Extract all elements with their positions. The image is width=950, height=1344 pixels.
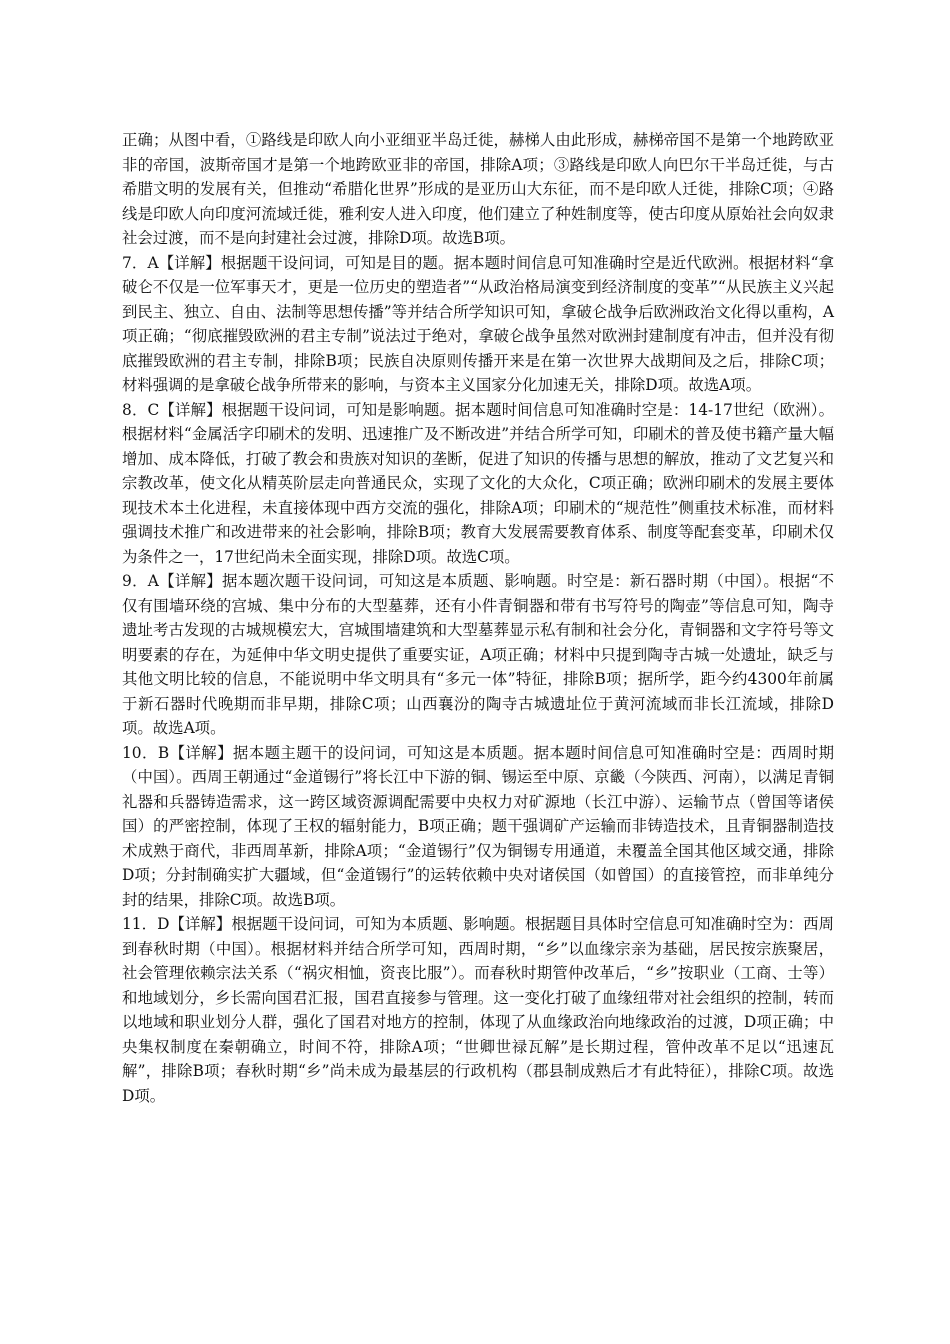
- answer-paragraph-11: 11．D【详解】根据题干设问词，可知为本质题、影响题。根据题目具体时空信息可知准确时空为：西周到春秋时期（中国）。根据材料并结合所学可知，西周时期，“乡”以血缘宗亲为基础，居民按宗族聚居，社会管理依赖宗法关系（“祸灾相恤，资丧比服”）。而春秋时期管仲改革后，“乡”按职业（工商、士等）和地域划分，乡长需向国君汇报，国君直接参与管理。这一变化打破了血缘纽带对社会组织的控制，转而以地域和职业划分人群，强化了国君对地方的控制，体现了从血缘政治向地缘政治的过渡，D项正确；中央集权制度在秦朝确立，时间不符，排除A项；“世卿世禄瓦解”是长期过程，管仲改革不足以“迅速瓦解”，排除B项；春秋时期“乡”尚未成为最基层的行政机构（郡县制成熟后才有此特征），排除C项。故选D项。: [122, 915, 834, 1105]
- answer-paragraph-6-continued: 正确；从图中看，①路线是印欧人向小亚细亚半岛迁徙，赫梯人由此形成，赫梯帝国不是第一个地跨欧亚非的帝国，波斯帝国才是第一个地跨欧亚非的帝国，排除A项；③路线是印欧人向巴尔干半岛迁徙，与古希腊文明的发展有关，但推动“希腊化世界”形成的是亚历山大东征，而不是印欧人迁徙，排除C项；④路线是印欧人向印度河流域迁徙，雅利安人进入印度，他们建立了种姓制度等，使古印度从原始社会向奴隶社会过渡，而不是向封建社会过渡，排除D项。故选B项。: [122, 131, 834, 247]
- answer-paragraph-8: 8．C【详解】根据题干设问词，可知是影响题。据本题时间信息可知准确时空是：14-17世纪（欧洲）。根据材料“金属活字印刷术的发明、迅速推广及不断改进”并结合所学可知，印刷术的普及使书籍产量大幅增加、成本降低，打破了教会和贵族对知识的垄断，促进了知识的传播与思想的解放，推动了文艺复兴和宗教改革，使文化从精英阶层走向普通民众，实现了文化的大众化，C项正确；欧洲印刷术的发展主要体现技术本土化进程，未直接体现中西方交流的强化，排除A项；印刷术的“规范性”侧重技术标准，而材料强调技术推广和改进带来的社会影响，排除B项；教育大发展需要教育体系、制度等配套变革，印刷术仅为条件之一，17世纪尚未全面实现，排除D项。故选C项。: [122, 400, 834, 566]
- answer-document: [122, 128, 834, 1108]
- answer-paragraph-9: 9．A【详解】据本题次题干设问词，可知这是本质题、影响题。时空是：新石器时期（中国）。根据“不仅有围墙环绕的宫城、集中分布的大型墓葬，还有小件青铜器和带有书写符号的陶壶”等信息可知，陶寺遗址考古发现的古城规模宏大，宫城围墙建筑和大型墓葬显示私有制和社会分化，青铜器和文字符号等文明要素的存在，为延伸中华文明史提供了重要实证，A项正确；材料中只提到陶寺古城一处遗址，缺乏与其他文明比较的信息，不能说明中华文明具有“多元一体”特征，排除B项；据所学，距今约4300年前属于新石器时代晚期而非早期，排除C项；山西襄汾的陶寺古城遗址位于黄河流域而非长江流域，排除D项。故选A项。: [122, 572, 834, 737]
- answer-paragraph-7: 7．A【详解】根据题干设问词，可知是目的题。据本题时间信息可知准确时空是近代欧洲。根据材料“拿破仑不仅是一位军事天才，更是一位历史的塑造者”“从政治格局演变到经济制度的变革”“从民族主义兴起到民主、独立、自由、法制等思想传播”等并结合所学知识可知，拿破仑战争后欧洲政治文化得以重构，A项正确；“彻底摧毁欧洲的君主专制”说法过于绝对，拿破仑战争虽然对欧洲封建制度有冲击，但并没有彻底摧毁欧洲的君主专制，排除B项；民族自决原则传播开来是在第一次世界大战期间及之后，排除C项；材料强调的是拿破仑战争所带来的影响，与资本主义国家分化加速无关，排除D项。故选A项。: [122, 253, 834, 394]
- answer-paragraph-10: 10．B【详解】据本题主题干的设问词，可知这是本质题。据本题时间信息可知准确时空是：西周时期（中国）。西周王朝通过“金道锡行”将长江中下游的铜、锡运至中原、京畿（今陕西、河南），以满足青铜礼器和兵器铸造需求，这一跨区域资源调配需要中央权力对矿源地（长江中游）、运输节点（曾国等诸侯国）的严密控制，体现了王权的辐射能力，B项正确；题干强调矿产运输而非铸造技术，且青铜器制造技术成熟于商代，非西周革新，排除A项；“金道锡行”仅为铜锡专用通道，未覆盖全国其他区域交通，排除D项；分封制确实扩大疆域，但“金道锡行”的运转依赖中央对诸侯国（如曾国）的直接管控，而非单纯分封的结果，排除C项。故选B项。: [122, 743, 834, 909]
